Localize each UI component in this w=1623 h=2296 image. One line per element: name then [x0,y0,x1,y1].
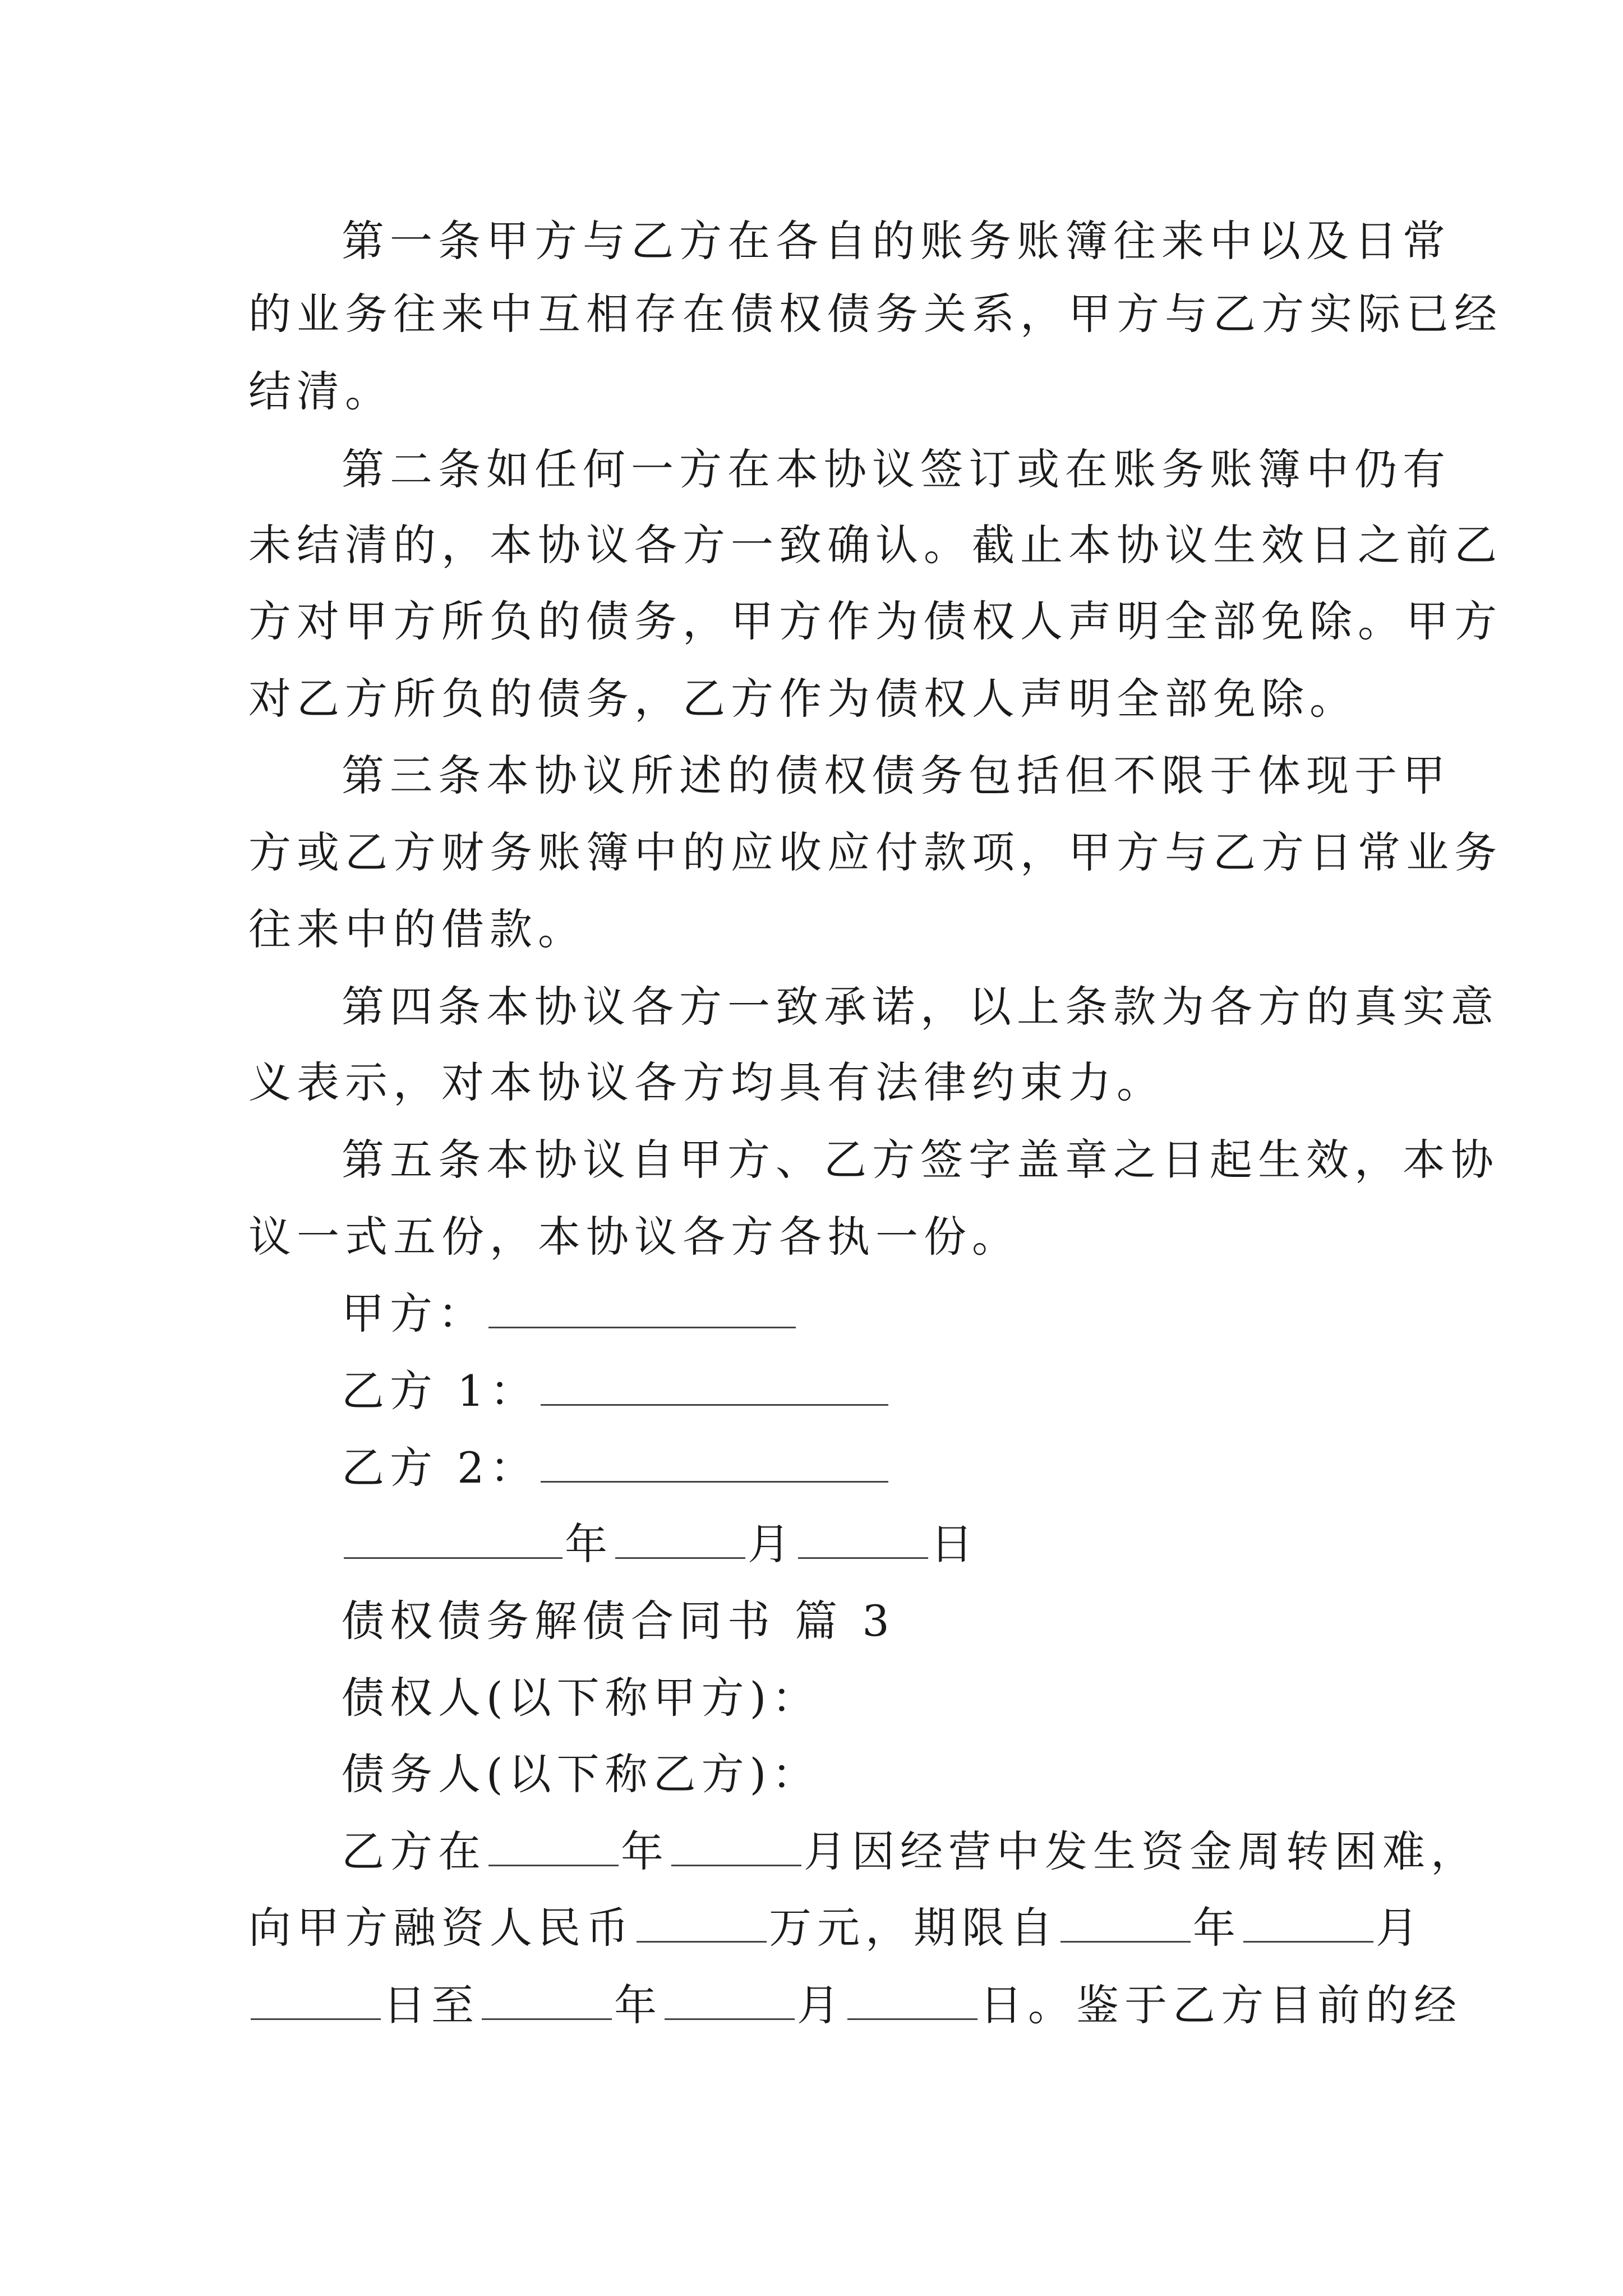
contract-title: 债权债务解债合同书 篇 3 [342,1596,895,1646]
article-2-line-2: 未结清的，本协议各方一致确认。截止本协议生效日之前乙 [248,520,1502,570]
date-line [342,1516,979,1572]
party-b1-blank[interactable] [541,1367,888,1406]
body-text-1c: 月因经营中发生资金周转困难， [804,1826,1479,1876]
party-a-label: 甲方： [342,1289,486,1338]
financing-year-blank[interactable] [488,1828,619,1866]
day-blank[interactable] [798,1520,928,1559]
day-label: 日 [930,1519,979,1569]
party-b1-label: 乙方 1： [342,1366,538,1416]
start-day-blank[interactable] [251,1981,381,2020]
article-1-line-2: 的业务往来中互相存在债权债务关系，甲方与乙方实际已经 [248,289,1502,339]
article-2-line-3: 方对甲方所负的债务，甲方作为债权人声明全部免除。甲方 [248,596,1502,646]
body-line-1 [342,1824,1479,1880]
financing-month-blank[interactable] [671,1828,801,1866]
body-text-2b: 万元，期限自 [769,1903,1058,1953]
amount-blank[interactable] [637,1904,767,1943]
body-line-3 [248,1977,1462,2033]
article-3-line-1: 第三条本协议所述的债权债务包括但不限于体现于甲 [342,751,1451,800]
year-blank[interactable] [344,1520,562,1559]
month-label: 月 [748,1519,796,1569]
body-text-3a: 日至 [383,1980,479,2030]
body-text-3c: 月 [797,1980,845,2030]
body-text-1b: 年 [621,1826,669,1876]
end-year-blank[interactable] [482,1981,612,2020]
body-text-2a: 向甲方融资人民币 [248,1903,634,1953]
party-a-signature-line [342,1286,798,1342]
start-year-blank[interactable] [1061,1904,1191,1943]
article-5-line-2: 议一式五份，本协议各方各执一份。 [248,1212,1020,1262]
end-day-blank[interactable] [847,1981,978,2020]
article-2-line-4: 对乙方所负的债务，乙方作为债权人声明全部免除。 [248,674,1358,724]
article-4-line-1: 第四条本协议各方一致承诺，以上条款为各方的真实意 [342,982,1499,1032]
body-text-3d: 日。鉴于乙方目前的经 [980,1980,1462,2030]
party-b2-label: 乙方 2： [342,1443,538,1493]
body-text-1a: 乙方在 [342,1826,486,1876]
end-month-blank[interactable] [665,1981,795,2020]
year-label: 年 [565,1519,613,1569]
body-line-2 [248,1900,1424,1956]
article-4-line-2: 义表示，对本协议各方均具有法律约束力。 [248,1057,1165,1107]
party-a-blank[interactable] [488,1290,796,1328]
article-3-line-3: 往来中的借款。 [248,904,586,954]
body-text-3b: 年 [614,1980,662,2030]
article-2-line-1: 第二条如任何一方在本协议签订或在账务账簿中仍有 [342,444,1451,494]
article-1-line-1: 第一条甲方与乙方在各自的账务账簿往来中以及日常 [342,216,1451,266]
creditor-line: 债权人(以下称甲方)： [342,1673,820,1723]
party-b1-signature-line [342,1363,891,1419]
body-text-2d: 月 [1376,1903,1424,1953]
debtor-line: 债务人(以下称乙方)： [342,1749,820,1799]
article-5-line-1: 第五条本协议自甲方、乙方签字盖章之日起生效，本协 [342,1135,1499,1185]
article-1-line-3: 结清。 [248,366,393,416]
party-b2-blank[interactable] [541,1444,888,1483]
article-3-line-2: 方或乙方财务账簿中的应收应付款项，甲方与乙方日常业务 [248,827,1502,877]
party-b2-signature-line [342,1440,891,1496]
month-blank[interactable] [615,1520,745,1559]
start-month-blank[interactable] [1243,1904,1373,1943]
body-text-2c: 年 [1193,1903,1241,1953]
